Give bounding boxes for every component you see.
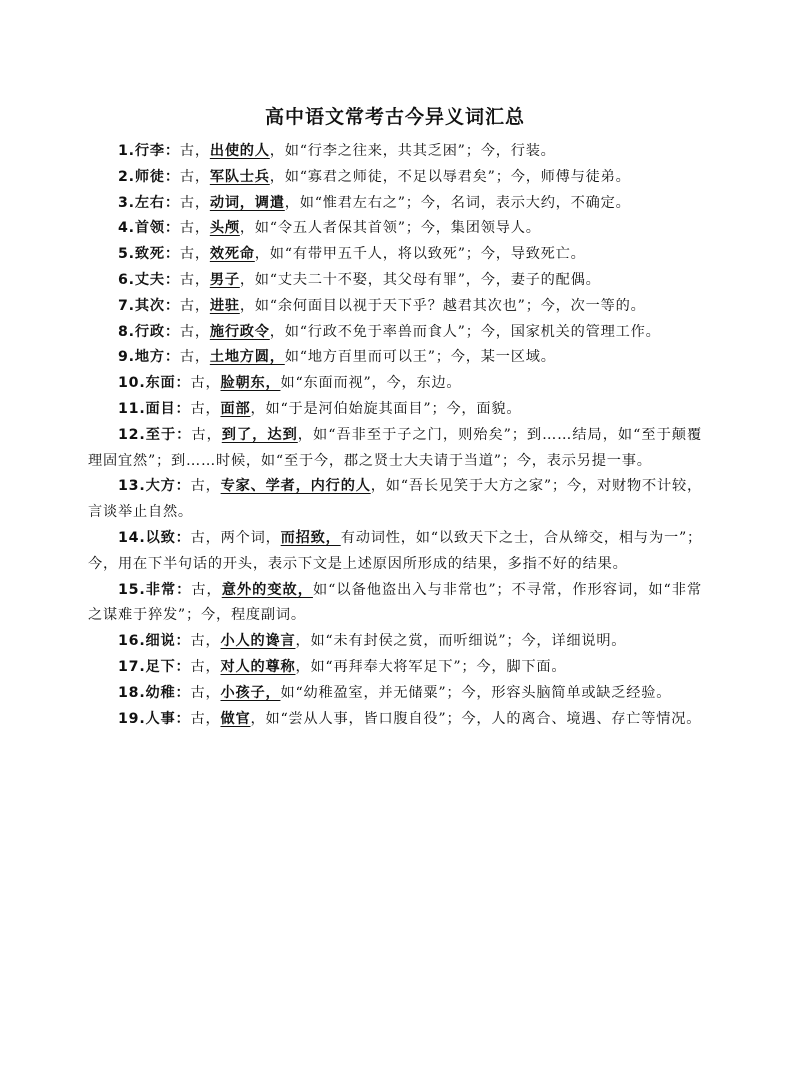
entry-item	[88, 268, 702, 294]
entry-number: 2.	[118, 168, 135, 185]
entry-term: 师徒：	[134, 168, 180, 185]
entry-prefix: 古，	[179, 323, 210, 340]
entry-explanation: ，如“行政不免于率兽而食人”；今，国家机关的管理工作。	[269, 323, 661, 340]
entry-number: 17.	[118, 658, 146, 675]
entry-ancient-meaning: 施行政令	[209, 323, 270, 340]
entry-term: 面目：	[145, 400, 191, 417]
entry-prefix: 古，	[191, 426, 222, 443]
entry-prefix: 古，	[179, 143, 210, 159]
entry-ancient-meaning: 小人的谗言	[220, 633, 296, 650]
entry-number: 14.	[118, 529, 146, 546]
entry-ancient-meaning: 动词，调遣	[209, 194, 285, 211]
entry-prefix: 古，	[179, 349, 210, 366]
entry-ancient-meaning: 出使的人	[209, 143, 270, 159]
entry-term: 至于：	[145, 426, 192, 443]
entry-term: 其次：	[134, 297, 180, 314]
entry-item	[88, 707, 702, 733]
entry-number: 7.	[118, 297, 135, 314]
entry-prefix: 古，	[190, 400, 221, 417]
entry-explanation: ，如“丈夫二十不娶，其父母有罪”，今，妻子的配偶。	[239, 271, 601, 288]
entry-item	[88, 397, 702, 423]
entry-ancient-meaning: 专家、学者，内行的人	[220, 478, 371, 495]
entry-prefix: 古，	[190, 658, 221, 675]
entry-item	[88, 629, 702, 655]
entry-ancient-meaning: 脸朝东，	[220, 375, 281, 392]
entry-explanation: ，如“再拜奉大将军足下”；今，脚下面。	[295, 658, 567, 675]
entry-number: 8.	[118, 323, 135, 340]
entry-ancient-meaning: 效死命	[209, 246, 255, 263]
entry-item	[88, 216, 702, 242]
entry-item	[88, 294, 702, 320]
document-title: 高中语文常考古今异义词汇总	[264, 106, 525, 128]
entry-number: 18.	[118, 684, 146, 701]
entry-ancient-meaning: 军队士兵	[209, 168, 270, 185]
entry-explanation: ，如“惟君左右之”；今，名词，表示大约，不确定。	[284, 194, 631, 211]
entry-ancient-meaning: 而招致，	[280, 529, 341, 546]
entry-prefix: 古，	[190, 478, 221, 495]
entry-explanation: ，如“有带甲五千人，将以致死”；今，导致死亡。	[254, 246, 586, 263]
entry-number: 6.	[118, 271, 135, 288]
entry-number: 16.	[118, 633, 146, 650]
entry-explanation: ，如“行李之往来，共其乏困”；今，行装。	[269, 143, 556, 159]
entry-ancient-meaning: 到了，达到	[221, 426, 298, 443]
entry-explanation: ，如“吾非至于子之门，则殆矣”；到……结局，如“至于颠覆理固宜然”；到……时候，如“至于今，郡之贤士大夫请于当道”；今，表示另提一事。	[88, 426, 702, 469]
entry-prefix: 古，	[190, 375, 221, 392]
entry-term: 行政：	[134, 323, 180, 340]
entry-term: 丈夫：	[134, 271, 180, 288]
entry-explanation: ，如“未有封侯之赏，而听细说”；今，详细说明。	[295, 633, 627, 650]
entry-explanation: ，如“寡君之师徒，不足以辱君矣”；今，师傅与徒弟。	[269, 168, 631, 185]
entry-number: 12.	[118, 426, 146, 443]
entry-explanation: 如“地方百里而可以王”；今，某一区域。	[284, 349, 556, 366]
entry-term: 幼稚：	[145, 684, 191, 701]
entry-prefix: 古，	[179, 246, 210, 263]
entry-term: 地方：	[134, 349, 180, 366]
entry-term: 大方：	[145, 478, 191, 495]
entry-item	[88, 165, 702, 191]
entry-number: 4.	[118, 220, 135, 237]
entry-explanation: ，如“吾长见笑于大方之家”；今，对财物不计较，言谈举止自然。	[88, 478, 702, 521]
entry-term: 足下：	[145, 658, 191, 675]
entry-term: 左右：	[134, 194, 180, 211]
entry-number: 1.	[118, 143, 135, 159]
entry-term: 以致：	[145, 529, 191, 546]
entry-term: 致死：	[134, 246, 180, 263]
entry-ancient-meaning: 土地方圆，	[209, 349, 285, 366]
entry-prefix: 古，	[190, 710, 221, 727]
entry-prefix: 古，	[179, 271, 210, 288]
entry-ancient-meaning: 小孩子，	[220, 684, 281, 701]
entry-prefix: 古，	[179, 297, 210, 314]
entry-ancient-meaning: 对人的尊称	[220, 658, 296, 675]
entry-item	[88, 345, 702, 371]
entry-item	[88, 578, 702, 630]
entry-number: 9.	[118, 349, 135, 366]
entry-prefix: 古，	[190, 684, 221, 701]
entry-prefix: 古，	[190, 633, 221, 650]
entry-number: 15.	[118, 581, 146, 598]
entry-number: 3.	[118, 194, 135, 211]
entry-ancient-meaning: 进驻	[209, 297, 240, 314]
entry-term: 首领：	[134, 220, 180, 237]
entry-ancient-meaning: 做官	[220, 710, 251, 727]
entry-item	[88, 526, 702, 578]
entry-ancient-meaning: 面部	[220, 400, 251, 417]
entry-explanation: 如“以备他盗出入与非常也”；不寻常，作形容词，如“非常之谋难于猝发”；今，程度副词。	[88, 581, 702, 624]
entry-item	[88, 423, 702, 475]
entry-explanation: 如“东面而视”，今，东边。	[280, 375, 462, 392]
entry-prefix: 古，	[179, 168, 210, 185]
entry-number: 10.	[118, 375, 146, 392]
entry-ancient-meaning: 头颅	[209, 220, 240, 237]
entry-item	[88, 655, 702, 681]
entry-term: 非常：	[145, 581, 192, 598]
entry-term: 东面：	[145, 375, 191, 392]
entry-prefix: 古，两个词，	[190, 529, 281, 546]
entry-prefix: 古，	[179, 194, 210, 211]
entry-number: 5.	[118, 246, 135, 263]
entry-ancient-meaning: 男子	[209, 271, 240, 288]
entry-explanation: 如“幼稚盈室，并无储粟”；今，形容头脑简单或缺乏经验。	[280, 684, 672, 701]
entry-term: 行李：	[134, 143, 180, 159]
entry-number: 19.	[118, 710, 146, 727]
entry-term: 人事：	[145, 710, 191, 727]
entry-item	[88, 242, 702, 268]
entry-explanation: 有动词性，如“以致天下之士，合从缔交，相与为一”；今，用在下半句话的开头，表示下文是上述原因所形成的结果，多指不好的结果。	[88, 529, 702, 572]
entry-list	[88, 139, 702, 732]
entry-ancient-meaning: 意外的变故，	[221, 581, 313, 598]
entry-prefix: 古，	[179, 220, 210, 237]
entry-term: 细说：	[145, 633, 191, 650]
entry-item	[88, 139, 702, 165]
entry-item	[88, 681, 702, 707]
entry-explanation: ，如“余何面目以视于天下乎？越君其次也”；今，次一等的。	[239, 297, 646, 314]
entry-item	[88, 191, 702, 217]
entry-item	[88, 371, 702, 397]
entry-number: 13.	[118, 478, 146, 495]
entry-explanation: ，如“于是河伯始旋其面目”；今，面貌。	[250, 400, 522, 417]
entry-number: 11.	[118, 400, 146, 417]
entry-prefix: 古，	[191, 581, 222, 598]
entry-explanation: ，如“令五人者保其首领”；今，集团领导人。	[239, 220, 541, 237]
entry-explanation: ，如“尝从人事，皆口腹自役”；今，人的离合、境遇、存亡等情况。	[250, 710, 702, 727]
entry-item	[88, 320, 702, 346]
entry-item	[88, 474, 702, 526]
